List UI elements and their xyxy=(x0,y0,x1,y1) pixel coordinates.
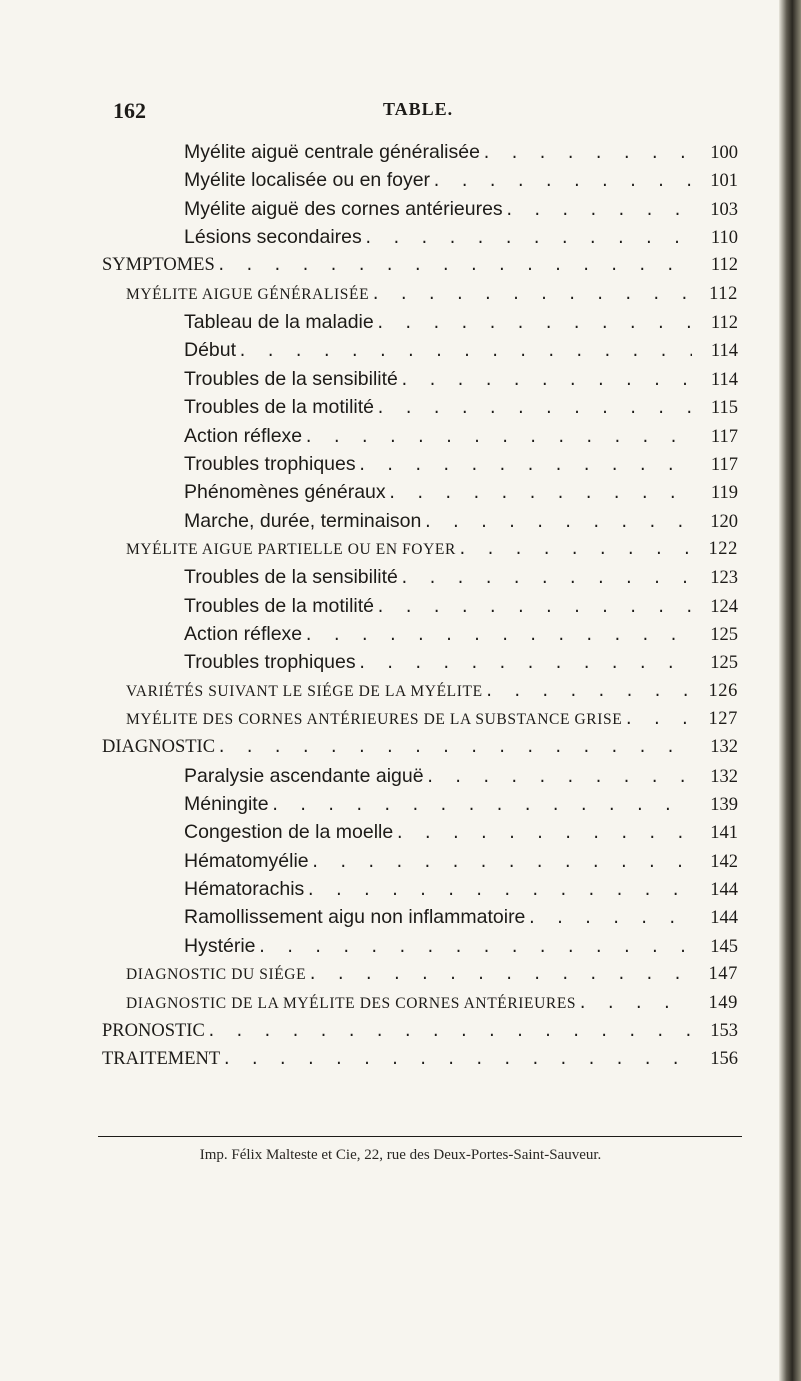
toc-entry-label: Troubles de la sensibilité xyxy=(184,566,398,589)
toc-entry-page: 117 xyxy=(710,454,738,475)
dot-leader xyxy=(624,705,692,733)
toc-entry-label: MYÉLITE AIGUE PARTIELLE OU EN FOYER xyxy=(126,540,456,558)
toc-entry xyxy=(102,1017,738,1045)
toc-entry-label: Marche, durée, terminaison xyxy=(184,509,422,532)
toc-entry-page: 125 xyxy=(710,653,738,674)
toc-entry-page: 132 xyxy=(710,766,738,787)
dot-leader xyxy=(376,309,692,337)
toc-entry-label: Ramollissement aigu non inflammatoire xyxy=(184,906,526,929)
toc-entry-page: 119 xyxy=(710,483,738,504)
book-page-edge xyxy=(779,0,801,1381)
toc-entry xyxy=(126,280,738,308)
toc-entry xyxy=(184,450,738,478)
dot-leader xyxy=(388,479,692,507)
dot-leader xyxy=(306,876,692,904)
toc-entry-label: Méningite xyxy=(184,793,269,816)
toc-entry xyxy=(184,563,738,591)
dot-leader xyxy=(358,451,692,479)
toc-entry xyxy=(184,818,738,846)
toc-entry-page: 120 xyxy=(710,511,738,532)
dot-leader xyxy=(222,1045,692,1073)
toc-entry-page: 149 xyxy=(708,992,738,1013)
toc-entry-label: Paralysie ascendante aiguë xyxy=(184,764,424,787)
toc-entry-page: 124 xyxy=(710,596,738,617)
toc-entry xyxy=(184,762,738,790)
page-header xyxy=(113,98,733,128)
toc-entry xyxy=(184,648,738,676)
dot-leader xyxy=(271,791,692,819)
toc-entry-page: 112 xyxy=(710,255,738,276)
toc-entry-page: 126 xyxy=(708,680,738,701)
toc-entry-page: 125 xyxy=(710,624,738,645)
toc-entry-page: 144 xyxy=(710,880,738,901)
toc-entry-label: Hystérie xyxy=(184,934,256,957)
toc-entry xyxy=(126,989,738,1017)
toc-entry-page: 112 xyxy=(709,283,738,304)
toc-entry xyxy=(184,308,738,336)
toc-entry-label: Troubles de la motilité xyxy=(184,594,375,617)
toc-entry-label: Hématomyélie xyxy=(184,849,309,872)
dot-leader xyxy=(308,960,692,988)
footer-rule xyxy=(98,1136,742,1137)
toc-entry xyxy=(184,932,738,960)
toc-entry xyxy=(184,336,738,364)
toc-entry-label: DIAGNOSTIC xyxy=(102,737,216,758)
toc-entry xyxy=(126,960,738,988)
toc-entry-label: Phénomènes généraux xyxy=(184,481,386,504)
toc-entry xyxy=(126,705,738,733)
toc-entry-label: Lésions secondaires xyxy=(184,226,362,249)
toc-entry-page: 156 xyxy=(710,1049,738,1070)
toc-entry-label: MYÉLITE AIGUE GÉNÉRALISÉE xyxy=(126,285,370,303)
toc-entry-page: 141 xyxy=(710,823,738,844)
dot-leader xyxy=(426,763,692,791)
toc-entry-label: VARIÉTÉS SUIVANT LE SIÉGE DE LA MYÉLITE xyxy=(126,682,483,700)
toc-entry xyxy=(102,733,738,761)
toc-entry xyxy=(184,507,738,535)
dot-leader xyxy=(505,196,692,224)
toc-entry xyxy=(184,903,738,931)
toc-entry-page: 117 xyxy=(710,426,738,447)
dot-leader xyxy=(207,1017,692,1045)
toc-entry-page: 110 xyxy=(710,228,738,249)
toc-entry-page: 145 xyxy=(710,936,738,957)
page-number: 162 xyxy=(113,98,146,123)
toc-entry xyxy=(184,195,738,223)
toc-entry xyxy=(102,251,738,279)
toc-entry xyxy=(126,535,738,563)
toc-entry xyxy=(184,365,738,393)
toc-entry xyxy=(184,875,738,903)
dot-leader xyxy=(258,933,692,961)
toc-entry-label: Myélite aiguë centrale généralisée xyxy=(184,141,480,163)
toc-entry-label: Action réflexe xyxy=(184,622,303,645)
toc-entry-page: 147 xyxy=(708,964,738,985)
dot-leader xyxy=(458,535,692,563)
toc-entry-page: 142 xyxy=(710,851,738,872)
toc-entry-page: 139 xyxy=(710,795,738,816)
toc-entry xyxy=(184,592,738,620)
toc-entry-label: TRAITEMENT xyxy=(102,1049,221,1070)
dot-leader xyxy=(311,848,692,876)
toc-entry-page: 112 xyxy=(710,313,738,334)
toc-entry-label: SYMPTOMES xyxy=(102,255,215,276)
toc-entry xyxy=(184,620,738,648)
toc-entry-label: Congestion de la moelle xyxy=(184,821,394,844)
toc-entry-page: 122 xyxy=(708,538,738,559)
toc-entry-page: 100 xyxy=(710,143,738,163)
toc-entry-page: 153 xyxy=(710,1020,738,1041)
toc-entry xyxy=(184,166,738,194)
toc-entry xyxy=(184,422,738,450)
dot-leader xyxy=(527,904,692,932)
dot-leader xyxy=(432,167,692,195)
toc-entry xyxy=(184,790,738,818)
toc-entry-page: 132 xyxy=(710,737,738,758)
dot-leader xyxy=(364,224,692,252)
toc-entry-label: Hématorachis xyxy=(184,878,305,901)
dot-leader xyxy=(376,394,692,422)
toc-entry-label: Troubles trophiques xyxy=(184,651,356,674)
toc-entry-label: DIAGNOSTIC DE LA MYÉLITE DES CORNES ANTÉRIEURES xyxy=(126,994,577,1012)
dot-leader xyxy=(358,649,692,677)
dot-leader xyxy=(304,621,692,649)
toc-entry-page: 123 xyxy=(710,568,738,589)
dot-leader xyxy=(423,508,692,536)
dot-leader xyxy=(376,593,692,621)
printer-imprint: Imp. Félix Malteste et Cie, 22, rue des Deux-Portes-Saint-Sauveur. xyxy=(199,1147,602,1163)
toc-entry-label: Myélite localisée ou en foyer xyxy=(184,169,431,192)
toc-entry-page: 114 xyxy=(710,369,738,390)
toc-entry xyxy=(126,677,738,705)
toc-entry-label: Troubles de la sensibilité xyxy=(184,367,398,390)
toc-entry-page: 114 xyxy=(710,341,738,362)
dot-leader xyxy=(371,280,692,308)
dot-leader xyxy=(395,819,692,847)
dot-leader xyxy=(400,366,692,394)
dot-leader xyxy=(217,733,692,761)
toc-entry xyxy=(184,847,738,875)
toc-entry-page: 115 xyxy=(710,398,738,419)
toc-entry xyxy=(184,138,738,166)
dot-leader xyxy=(238,337,692,365)
toc-entry-label: MYÉLITE DES CORNES ANTÉRIEURES DE LA SUBSTANCE GRISE xyxy=(126,711,623,728)
dot-leader xyxy=(304,423,692,451)
toc-entry-page: 101 xyxy=(710,171,738,192)
toc-entry xyxy=(184,478,738,506)
dot-leader xyxy=(482,139,692,167)
toc-entry xyxy=(184,223,738,251)
dot-leader xyxy=(485,677,692,705)
toc-entry-label: Début xyxy=(184,339,237,362)
toc-entry xyxy=(102,1045,738,1073)
toc-entry-page: 103 xyxy=(710,199,738,220)
toc-entry-label: PRONOSTIC xyxy=(102,1020,205,1041)
toc-entry-label: Troubles de la motilité xyxy=(184,396,375,419)
toc-entry-page: 127 xyxy=(708,709,738,729)
dot-leader xyxy=(217,251,692,279)
toc-entry-page: 144 xyxy=(710,908,738,929)
dot-leader xyxy=(400,564,692,592)
toc-entry-label: Action réflexe xyxy=(184,424,303,447)
toc-entry-label: DIAGNOSTIC DU SIÉGE xyxy=(126,966,307,984)
dot-leader xyxy=(578,989,692,1017)
toc-entry-label: Myélite aiguë des cornes antérieures xyxy=(184,197,503,220)
toc-entry-label: Tableau de la maladie xyxy=(184,311,374,334)
toc-entry xyxy=(184,393,738,421)
page-title: TABLE. xyxy=(383,99,454,119)
toc-entry-label: Troubles trophiques xyxy=(184,452,356,475)
